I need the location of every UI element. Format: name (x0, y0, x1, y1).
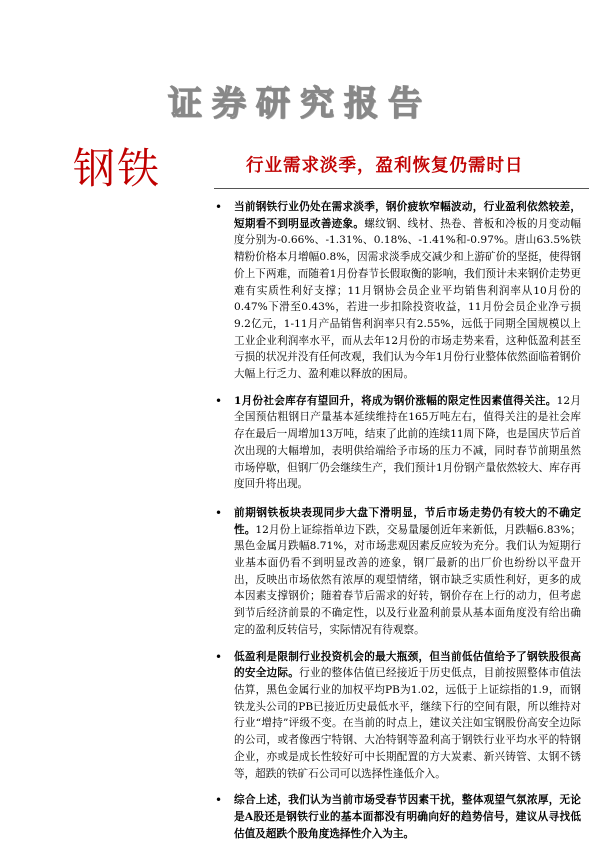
bullet-marker: • (215, 649, 223, 664)
report-title: 证券研究报告 (168, 84, 432, 124)
bullet-marker: • (215, 393, 223, 408)
key-point-lead: 1月份社会库存有望回升，将成为钢价涨幅的限定性因素值得关注。 (234, 394, 557, 407)
bullet-marker: • (215, 505, 223, 520)
key-point-lead: 当前钢铁行业仍处在需求淡季，钢价疲软窄幅波动，行业盈利依然较差，短期看不到明显改善迹象。 (234, 201, 581, 230)
key-point-5 (205, 792, 581, 842)
key-points-list (205, 199, 581, 852)
key-point-3 (205, 505, 581, 639)
header-divider (214, 188, 589, 189)
bullet-marker: • (215, 793, 223, 808)
sector-name: 钢铁 (73, 144, 162, 193)
bullet-marker: • (215, 200, 223, 214)
key-point-body: 12月全国预估粗钢日产量基本延续维持在165万吨左右，值得关注的是社会库存在最后一周增加13万吨，结束了此前的连续11周下降，也是国庆节后首次出现的大幅增加，表明供给端给予市场的压力不减，同时春节前期虽然市场停歇，但钢厂仍会继续生产，我们预计1月份钢产量依然较大、库存再度回升将出现。 (234, 394, 581, 491)
key-point-1 (205, 199, 581, 383)
key-point-body: 螺纹钢、线材、热卷、普板和冷板的月变动幅度分别为-0.66%、-1.31%、0.18%、-1.41%和-0.97%。唐山63.5%铁精粉价格本月增幅0.8%，因需求淡季成交减少和上游矿价的坚挺，使得钢价上下两难，而随着1月份春节长假取衡的影响，我们预计未来钢价走势更难有实质性利好支撑；11月钢协会员企业平均销售利润率从10月份的0.47%下滑至0.43%，若进一步扣除投资收益，11月份会员企业净亏损9.2亿元，1-11月产品销售利润率只有2.55%，远低于同期全国规模以上工业企业利润率水平，而从去年12月份的市场走势来看，这种低盈利甚至亏损的状况并没有任何改观，我们认为今年1月份行业整体依然面临着钢价大幅上行乏力、盈利难以释放的困局。 (234, 217, 582, 381)
key-point-lead: 前期钢铁板块表现同步大盘下滑明显，节后市场走势仍有较大的不确定性。 (234, 506, 581, 536)
key-point-body: 行业的整体估值已经接近于历史低点，目前按照整体市值法估算，黑色金属行业的加权平均PB为1.02，远低于上证综指的1.9，而钢铁龙头公司的PB已接近历史最低水平，继续下行的空间有限，所以维持对行业“增持”评级不变。在当前的时点上，建议关注如宝钢股份高安全边际的公司，或者像西宁特钢、大冶特钢等盈利高于钢铁行业平均水平的特钢企业，亦或是成长性较好可中长期配置的方大炭素、新兴铸管、太钢不锈等，超跌的铁矿石公司可以选择性逢低介入。 (234, 667, 582, 780)
report-headline: 行业需求淡季，盈利恢复仍需时日 (246, 156, 524, 176)
key-point-4 (205, 649, 581, 783)
key-point-lead: 综合上述，我们认为当前市场受春节因素干扰，整体观望气氛浓厚，无论是A股还是钢铁行业的基本面都没有明确向好的趋势信号，建议从寻找低估值及超跌个股角度选择性介入为主。 (234, 794, 581, 840)
key-point-body: 12月份上证综指单边下跌，交易量屡创近年来新低，月跌幅6.83%；黑色金属月跌幅8.71%，对市场悲观因素反应较为充分。我们认为短期行业基本面仍看不到明显改善的迹象，钢厂最新的出厂价也纷纷以平盘开出，反映出市场依然有浓厚的观望情绪，钢市缺乏实质性利好，更多的成本因素支撑钢价；随着春节后需求的好转，钢价存在上行的动力，但考虑到节后经济前景的不确定性，以及行业盈利前景从基本面角度没有给出确定的盈利反转信号，实际情况有待观察。 (234, 523, 581, 636)
key-point-2 (205, 393, 581, 493)
key-point-lead: 低盈利是限制行业投资机会的最大瓶颈，但当前低估值给予了钢铁股很高的安全边际。 (234, 650, 581, 680)
